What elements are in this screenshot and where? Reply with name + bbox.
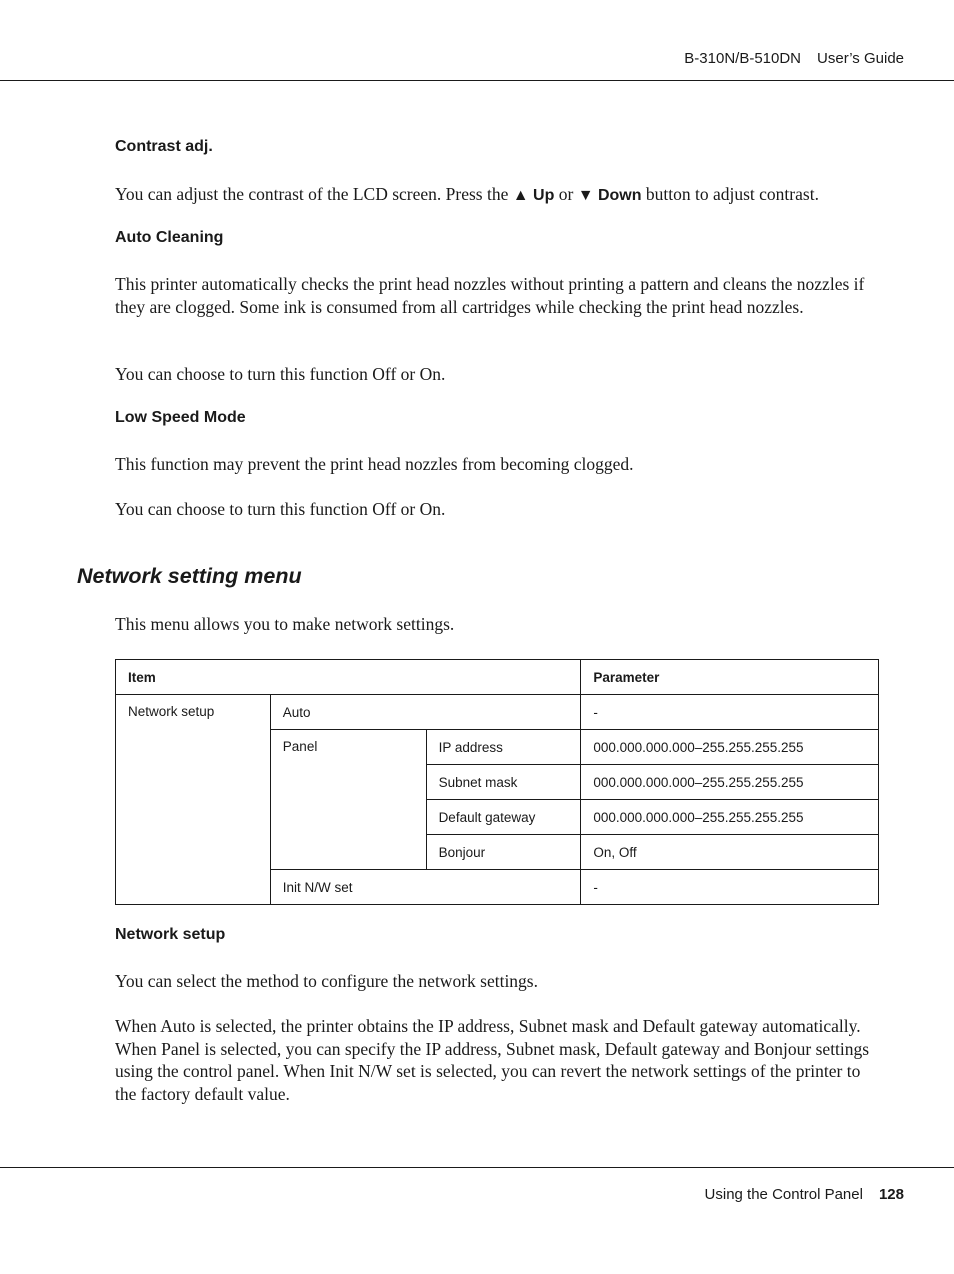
contrast-heading: Contrast adj. — [115, 138, 213, 155]
contrast-paragraph: You can adjust the contrast of the LCD screen. Press the ▲ Up or ▼ Down button to adjust contrast. — [115, 184, 819, 204]
subnet-mask-cell: Subnet mask — [426, 765, 581, 800]
auto-cleaning-paragraph: This printer automatically checks the print head nozzles without printing a pattern and cleans the nozzles if they are clogged. Some ink is consumed from all cartridges while checking the print head nozzles. — [115, 274, 865, 317]
auto-cleaning-option-text: You can choose to turn this function Off or On. — [115, 364, 446, 384]
column-header-parameter: Parameter — [581, 660, 879, 695]
low-speed-heading: Low Speed Mode — [115, 409, 246, 426]
network-settings-table — [115, 659, 879, 905]
network-setup-cell: Network setup — [116, 695, 271, 905]
network-menu-title: Network setting menu — [77, 564, 302, 588]
auto-value-cell: - — [581, 695, 879, 730]
network-setup-paragraph-2: When Auto is selected, the printer obtains the IP address, Subnet mask and Default gateway automatically. When Panel is selected, you can specify the IP address, Subnet mask, Default gateway and Bonjour settings using the control panel. When Init N/W set is selected, you can revert the network settings of the printer to the factory default value. — [115, 1016, 870, 1104]
header-guide: User’s Guide — [817, 50, 904, 67]
table-row — [116, 695, 879, 730]
network-setup-paragraph-1: You can select the method to configure the network settings. — [115, 971, 538, 991]
network-setup-heading: Network setup — [115, 926, 226, 943]
footer-rule — [0, 1167, 954, 1168]
up-button-label: Up — [528, 187, 555, 204]
network-menu-intro: This menu allows you to make network settings. — [115, 614, 455, 634]
bonjour-cell: Bonjour — [426, 835, 581, 870]
up-arrow-icon: ▲ — [512, 187, 529, 204]
down-button-label: Down — [593, 187, 642, 204]
bonjour-value-cell: On, Off — [581, 835, 879, 870]
column-header-item: Item — [116, 660, 581, 695]
page-number: 128 — [878, 1186, 904, 1203]
header-model: B-310N/B-510DN — [684, 50, 802, 67]
init-nw-set-value-cell: - — [581, 870, 879, 905]
header-rule — [0, 80, 954, 81]
ip-address-cell: IP address — [426, 730, 581, 765]
table-header-row — [116, 660, 879, 695]
auto-cleaning-heading: Auto Cleaning — [115, 229, 224, 246]
init-nw-set-cell: Init N/W set — [270, 870, 581, 905]
default-gateway-cell: Default gateway — [426, 800, 581, 835]
footer-section-title: Using the Control Panel — [704, 1186, 863, 1203]
default-gateway-value-cell: 000.000.000.000–255.255.255.255 — [581, 800, 879, 835]
ip-address-value-cell: 000.000.000.000–255.255.255.255 — [581, 730, 879, 765]
page-footer — [705, 1186, 904, 1203]
down-arrow-icon: ▼ — [577, 187, 594, 204]
page-header — [684, 50, 904, 67]
low-speed-option-text: You can choose to turn this function Off or On. — [115, 499, 446, 519]
auto-cell: Auto — [270, 695, 581, 730]
low-speed-paragraph: This function may prevent the print head nozzles from becoming clogged. — [115, 454, 634, 474]
subnet-mask-value-cell: 000.000.000.000–255.255.255.255 — [581, 765, 879, 800]
panel-cell: Panel — [270, 730, 426, 870]
